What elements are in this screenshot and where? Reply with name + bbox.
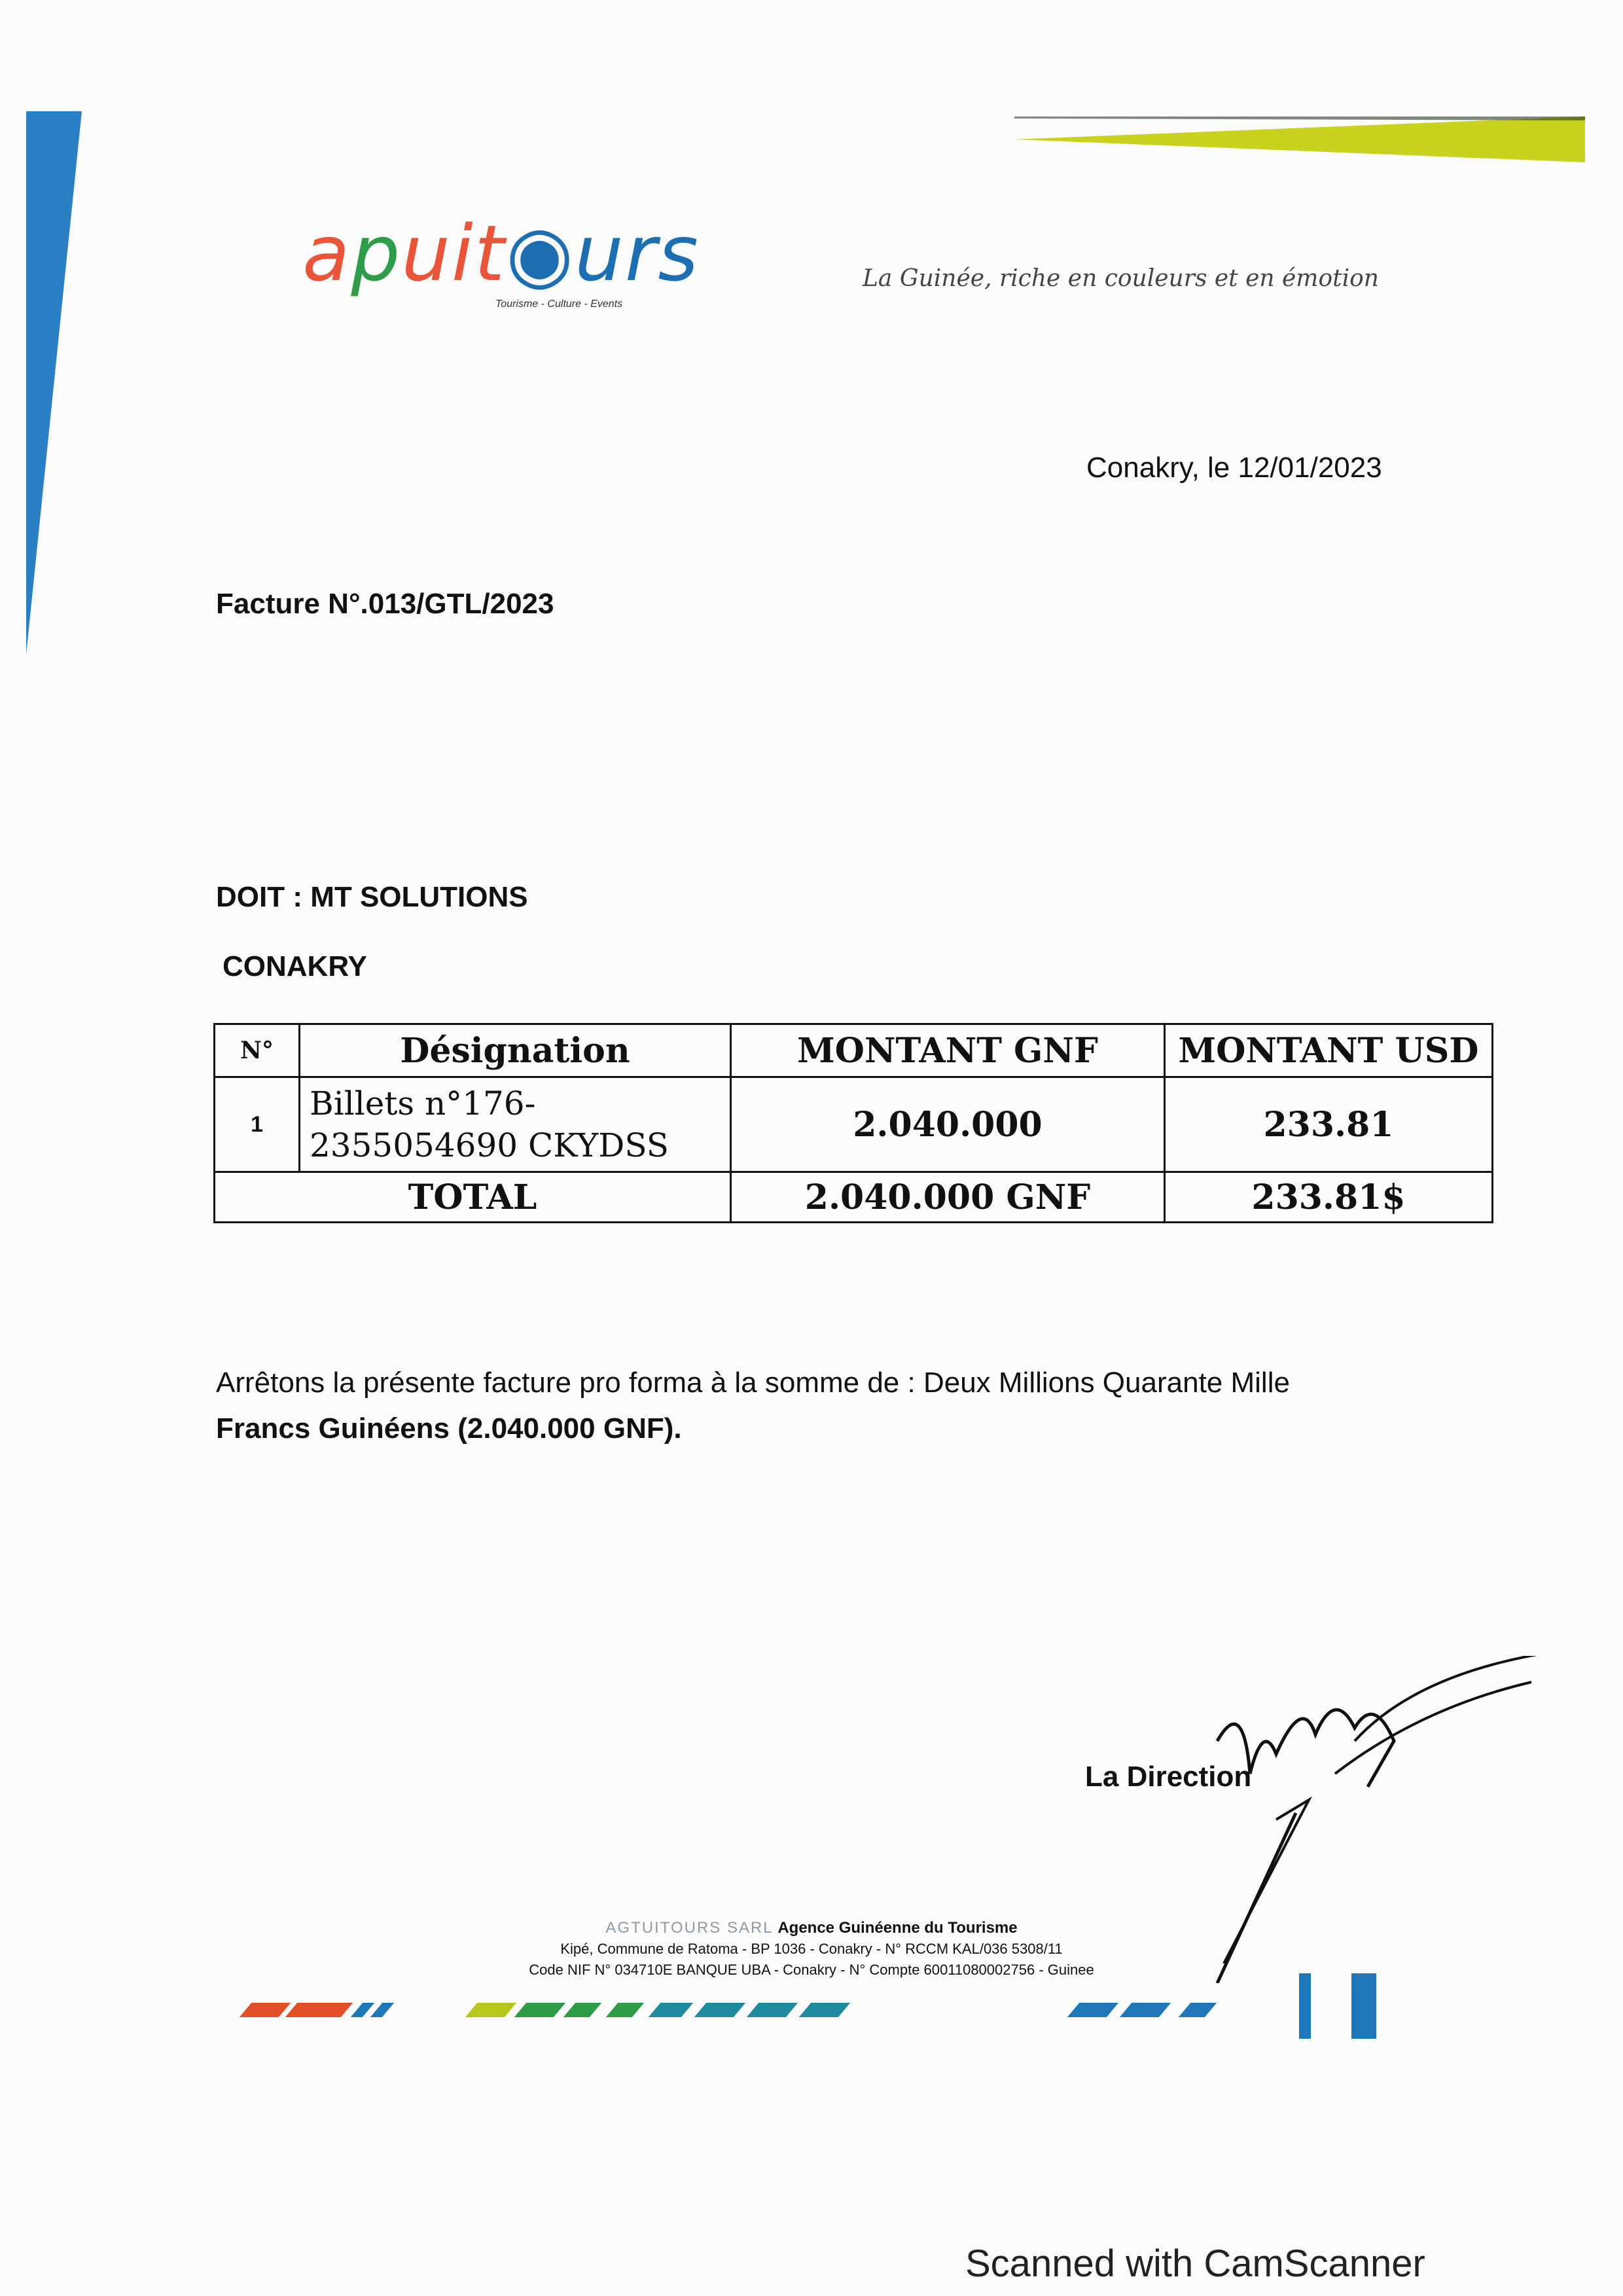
handwritten-signature: [1204, 1656, 1584, 1983]
logo-tagline: Tourisme - Culture - Events: [495, 298, 623, 310]
designation-line2: 2355054690 CKYDSS: [310, 1126, 669, 1164]
client-city: CONAKRY: [223, 950, 367, 982]
blue-stripe: [1120, 2003, 1171, 2017]
total-amount-usd: 233.81$: [1165, 1172, 1493, 1223]
footer-address: Kipé, Commune de Ratoma - BP 1036 - Conakry - N° RCCM KAL/036 5308/11: [560, 1941, 1063, 1957]
total-row: [215, 1172, 1493, 1223]
table-header-row: [215, 1024, 1493, 1077]
invoice-table: [213, 1023, 1493, 1223]
teal-stripe: [799, 2003, 850, 2017]
blue-vertical-bar: [1351, 1973, 1376, 2039]
orange-stripe: [285, 2003, 353, 2017]
total-label: TOTAL: [215, 1172, 731, 1223]
green-stripe: [606, 2003, 644, 2017]
row-num: 1: [215, 1077, 300, 1172]
amount-in-words-line1: Arrêtons la présente facture pro forma à la somme de : Deux Millions Quarante Mille: [216, 1367, 1290, 1399]
green-stripe: [514, 2003, 565, 2017]
green-stripe: [465, 2003, 516, 2017]
table-row: [215, 1077, 1493, 1172]
teal-stripe: [649, 2003, 693, 2017]
left-blue-bar: [26, 111, 82, 655]
header-designation: Désignation: [300, 1024, 731, 1077]
top-green-bar: [1014, 117, 1585, 162]
footer-agency: Agence Guinéenne du Tourisme: [777, 1919, 1018, 1937]
header-amount-usd: MONTANT USD: [1165, 1024, 1493, 1077]
date-line: Conakry, le 12/01/2023: [1086, 452, 1382, 484]
blue-stripe: [370, 2003, 394, 2017]
row-amount-usd: 233.81: [1165, 1077, 1493, 1172]
footer-banking: Code NIF N° 034710E BANQUE UBA - Conakry - N° Compte 60011080002756 - Guinee: [529, 1962, 1094, 1978]
blue-vertical-bar: [1299, 1973, 1311, 2039]
slogan: La Guinée, riche en couleurs et en émotion: [863, 265, 1379, 292]
header-amount-gnf: MONTANT GNF: [731, 1024, 1165, 1077]
invoice-number: Facture N°.013/GTL/2023: [216, 588, 554, 620]
orange-stripe: [240, 2003, 291, 2017]
scanner-watermark: Scanned with CamScanner: [965, 2242, 1425, 2285]
footer: [366, 1918, 1257, 1981]
green-stripe: [563, 2003, 601, 2017]
designation-line1: Billets n°176-: [310, 1085, 536, 1122]
footer-company: AGTUITOURS SARL: [605, 1919, 774, 1937]
client-name: DOIT : MT SOLUTIONS: [216, 881, 528, 913]
teal-stripe: [747, 2003, 798, 2017]
blue-stripe: [1067, 2003, 1118, 2017]
amount-in-words-line2: Francs Guinéens (2.040.000 GNF).: [216, 1412, 682, 1444]
blue-stripe: [1179, 2003, 1217, 2017]
header-num: N°: [215, 1024, 300, 1077]
row-amount-gnf: 2.040.000: [731, 1077, 1165, 1172]
row-designation: [300, 1077, 731, 1172]
total-amount-gnf: 2.040.000 GNF: [731, 1172, 1165, 1223]
teal-stripe: [694, 2003, 745, 2017]
signatory-label: La Direction: [1085, 1761, 1252, 1793]
company-logo: [302, 208, 700, 313]
logo-wordmark: apuit◉urs: [302, 208, 700, 298]
